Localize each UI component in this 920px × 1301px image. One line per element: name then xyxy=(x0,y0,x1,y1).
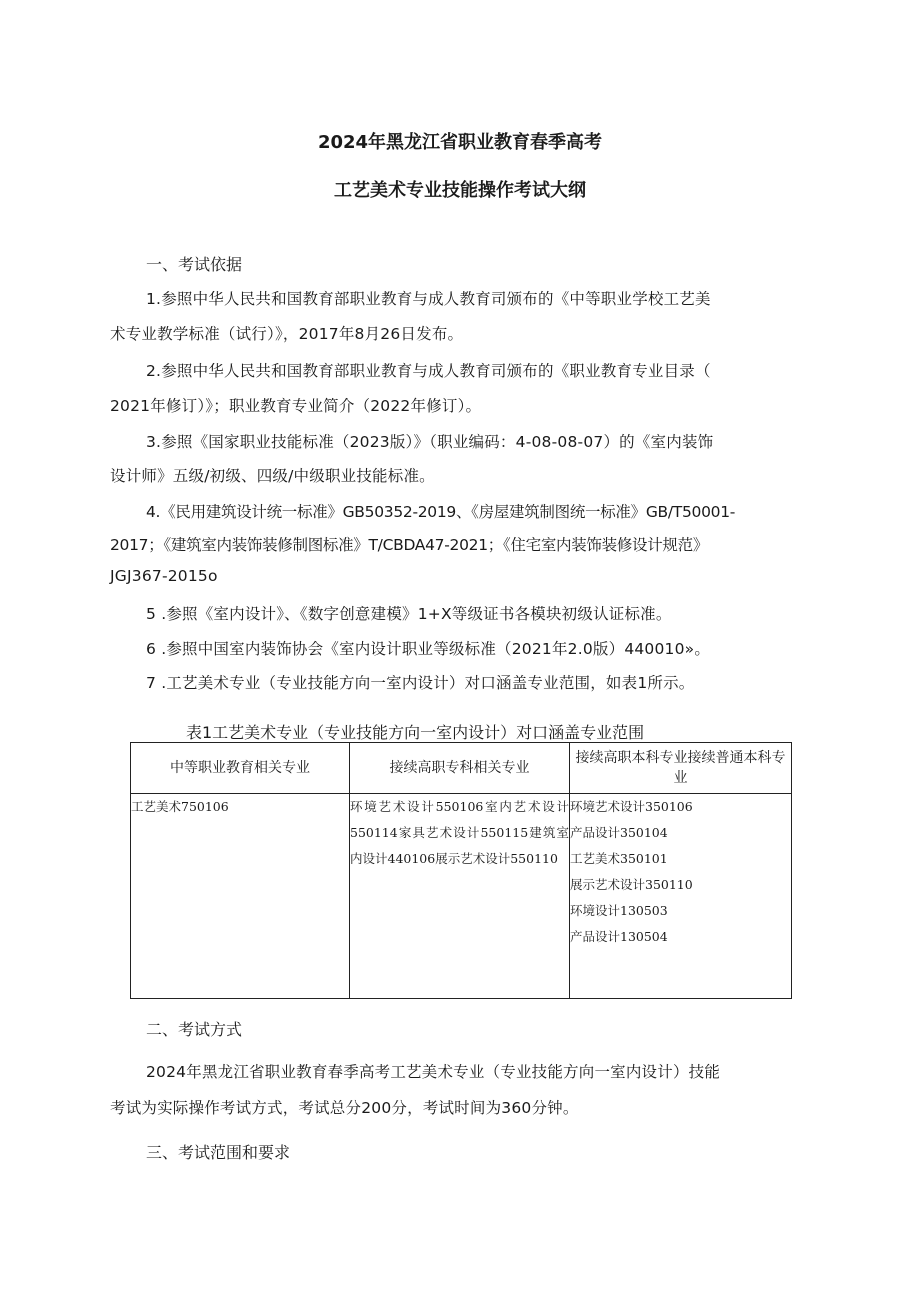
section1-item2-line1: 2.参照中华人民共和国教育部职业教育与成人教育司颁布的《职业教育专业目录（ xyxy=(146,362,711,380)
table-caption: 表1工艺美术专业（专业技能方向一室内设计）对口涵盖专业范围 xyxy=(186,723,645,742)
doc-title-line1: 2024年黑龙江省职业教育春季高考 xyxy=(317,132,603,153)
section2-heading: 二、考试方式 xyxy=(146,1020,243,1039)
section1-heading: 一、考试依据 xyxy=(146,255,243,274)
section1-item1-line1: 1.参照中华人民共和国教育部职业教育与成人教育司颁布的《中等职业学校工艺美 xyxy=(146,290,711,308)
table-header-row xyxy=(131,743,792,794)
section1-item1-line2: 术专业教学标准（试行）》，2017年8月26日发布。 xyxy=(110,325,464,343)
section1-item7: 7 .工艺美术专业（专业技能方向一室内设计）对口涵盖专业范围，如表1所示。 xyxy=(146,674,695,692)
list-item: 产品设计350104 xyxy=(570,825,668,840)
section1-item3-line1: 3.参照《国家职业技能标准（2023版）》（职业编码：4-08-08-07）的《室内装饰 xyxy=(146,433,714,451)
list-item: 环境艺术设计350106 xyxy=(570,799,693,814)
header-secondary-vocational: 中等职业教育相关专业 xyxy=(131,743,350,794)
section1-item4-line3: JGJ367-2015o xyxy=(110,567,218,585)
cell-secondary-vocational xyxy=(131,794,350,999)
list-item: 环境设计130503 xyxy=(570,903,668,918)
cell-undergraduate xyxy=(570,794,792,999)
cell-secondary-vocational-text: 工艺美术750106 xyxy=(131,799,229,814)
section1-item4-line1: 4.《民用建筑设计统一标准》GB50352-2019、《房屋建筑制图统一标准》GB/T50001- xyxy=(146,503,736,521)
list-item: 产品设计130504 xyxy=(570,929,668,944)
header-higher-vocational: 接续高职专科相关专业 xyxy=(350,743,570,794)
section1-item6: 6 .参照中国室内装饰协会《室内设计职业等级标准（2021年2.0版）440010»。 xyxy=(146,640,711,658)
list-item: 展示艺术设计350110 xyxy=(570,877,693,892)
section2-line1: 2024年黑龙江省职业教育春季高考工艺美术专业（专业技能方向一室内设计）技能 xyxy=(146,1063,721,1081)
section1-item5: 5 .参照《室内设计》、《数字创意建模》1+X等级证书各模块初级认证标准。 xyxy=(146,605,672,623)
header-undergraduate: 接续高职本科专业接续普通本科专业 xyxy=(570,743,792,794)
section1-item3-line2: 设计师》五级/初级、四级/中级职业技能标准。 xyxy=(110,467,435,485)
section1-item2-line2: 2021年修订）》；职业教育专业简介（2022年修订）。 xyxy=(110,397,482,415)
table-row xyxy=(131,794,792,999)
section2-line2: 考试为实际操作考试方式，考试总分200分，考试时间为360分钟。 xyxy=(110,1099,579,1117)
doc-title-line2: 工艺美术专业技能操作考试大纲 xyxy=(334,180,586,201)
cell-higher-vocational xyxy=(350,794,570,999)
section1-item4-line2: 2017；《建筑室内装饰装修制图标准》T/CBDA47-2021；《住宅室内装饰装修设计规范》 xyxy=(110,536,709,554)
list-item: 工艺美术350101 xyxy=(570,851,668,866)
major-scope-table xyxy=(130,742,792,999)
cell-higher-vocational-text: 环境艺术设计550106室内艺术设计550114家具艺术设计550115建筑室内设计440106展示艺术设计550110 xyxy=(350,799,569,866)
section3-heading: 三、考试范围和要求 xyxy=(146,1143,291,1162)
